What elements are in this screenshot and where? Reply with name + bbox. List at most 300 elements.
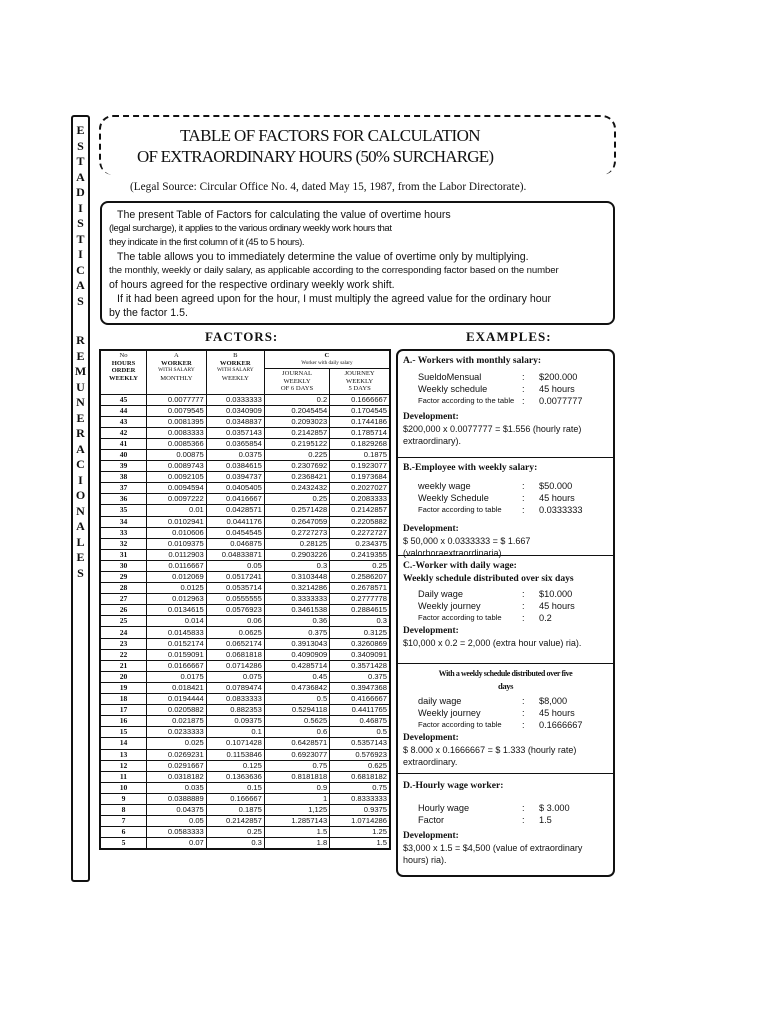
hours-cell: 19 <box>100 682 147 693</box>
example-row <box>418 492 613 504</box>
hours-cell: 25 <box>100 616 147 627</box>
header-text: ORDER <box>111 367 136 374</box>
example-d-title: D.-Hourly wage worker: <box>403 780 504 791</box>
factor-cell: 1.2857143 <box>264 816 329 827</box>
factor-cell: 0.0152174 <box>147 638 207 649</box>
row-colon: : <box>522 613 525 623</box>
hours-cell: 34 <box>100 516 147 527</box>
factor-cell: 0.3409091 <box>330 649 390 660</box>
header-text: No <box>119 352 128 359</box>
intro-paragraph: (legal surcharge), it applies to the various ordinary weekly work hours that <box>109 223 392 234</box>
factor-cell: 0.010606 <box>147 527 207 538</box>
factor-cell: 0.166667 <box>206 793 264 804</box>
factor-cell: 0.0357143 <box>206 427 264 438</box>
example-c-subtitle: Weekly schedule distributed over six days <box>403 573 574 584</box>
header-text: A <box>174 352 179 359</box>
table-row <box>100 716 390 727</box>
table-row <box>100 549 390 560</box>
hours-cell: 16 <box>100 716 147 727</box>
factor-cell: 0.0625 <box>206 627 264 638</box>
factor-cell: 0.0583333 <box>147 827 207 838</box>
row-value: $8,000 <box>539 696 568 706</box>
header-text: 5 DAYS <box>348 385 371 392</box>
header-b <box>206 350 264 394</box>
table-row <box>100 727 390 738</box>
header-text: WORKER <box>219 359 251 367</box>
factor-cell: 0.0233333 <box>147 727 207 738</box>
table-row <box>100 804 390 815</box>
factor-cell: 0.0576923 <box>206 605 264 616</box>
row-colon: : <box>522 505 525 515</box>
factor-cell: 0.09375 <box>206 716 264 727</box>
row-colon: : <box>522 815 525 825</box>
factor-cell: 0.4285714 <box>264 660 329 671</box>
table-row <box>100 583 390 594</box>
row-label: Factor <box>418 815 445 825</box>
side-letter: C <box>76 457 85 471</box>
side-letter: T <box>76 231 85 246</box>
row-label: Weekly Schedule <box>418 493 489 503</box>
side-letter: M <box>74 364 87 378</box>
row-colon: : <box>522 481 525 491</box>
side-vertical-label <box>71 115 90 882</box>
header-c2 <box>330 369 390 395</box>
table-row <box>100 527 390 538</box>
table-row <box>100 782 390 793</box>
factor-cell: 0.0194444 <box>147 694 207 705</box>
header-c1 <box>264 369 329 395</box>
factor-cell: 0.021875 <box>147 716 207 727</box>
side-letter: S <box>77 565 84 580</box>
factor-cell: 0.0441176 <box>206 516 264 527</box>
factor-cell: 0.1973684 <box>330 472 390 483</box>
factor-cell: 0.3125 <box>330 627 390 638</box>
row-colon: : <box>522 696 525 706</box>
header-hours <box>100 350 147 394</box>
factor-cell: 0.0089743 <box>147 461 207 472</box>
factor-cell: 0.25 <box>330 560 390 571</box>
factor-cell: 0.0454545 <box>206 527 264 538</box>
table-row <box>100 660 390 671</box>
factor-cell: 0.4166667 <box>330 694 390 705</box>
factor-cell: 0.2027027 <box>330 483 390 494</box>
factor-cell: 0.25 <box>264 494 329 505</box>
factor-cell: 0.0405405 <box>206 483 264 494</box>
factor-cell: 0.3 <box>330 616 390 627</box>
factor-cell: 0.0166667 <box>147 660 207 671</box>
example-c2-subtitle: days <box>497 681 514 691</box>
side-letter: A <box>76 441 85 456</box>
table-row <box>100 538 390 549</box>
factor-cell: 0.0517241 <box>206 572 264 583</box>
factor-cell: 0.2419355 <box>330 549 390 560</box>
row-value: 0.2 <box>539 613 552 623</box>
factor-cell: 0.2307692 <box>264 461 329 472</box>
factor-cell: 0.05 <box>147 816 207 827</box>
example-c2-grid <box>418 695 613 731</box>
table-row <box>100 461 390 472</box>
factor-cell: 0.2903226 <box>264 549 329 560</box>
table-row <box>100 793 390 804</box>
hours-cell: 35 <box>100 505 147 516</box>
side-letter: D <box>76 185 85 199</box>
intro-paragraph: The table allows you to immediately determine the value of overtime only by multiplying. <box>117 251 529 263</box>
row-value: 0.1666667 <box>539 720 583 730</box>
row-value: 0.0333333 <box>539 505 583 515</box>
factor-cell: 0.06 <box>206 616 264 627</box>
side-letter: O <box>75 488 86 502</box>
table-row <box>100 638 390 649</box>
hours-cell: 6 <box>100 827 147 838</box>
factor-cell: 0.1153846 <box>206 749 264 760</box>
factor-cell: 0.014 <box>147 616 207 627</box>
factor-cell: 0.0388889 <box>147 793 207 804</box>
side-letter: S <box>77 138 84 153</box>
header-text: WEEKLY <box>283 377 311 385</box>
factor-cell: 0.2093023 <box>264 416 329 427</box>
factor-cell: 0.2777778 <box>330 594 390 605</box>
factor-cell: 0.46875 <box>330 716 390 727</box>
factor-cell: 1.25 <box>330 827 390 838</box>
hours-cell: 26 <box>100 605 147 616</box>
hours-cell: 5 <box>100 838 147 850</box>
factor-cell: 0.07 <box>147 838 207 850</box>
example-a-grid <box>418 371 613 407</box>
table-row <box>100 594 390 605</box>
example-row <box>418 383 613 395</box>
table-row <box>100 816 390 827</box>
factor-cell: 0.576923 <box>330 749 390 760</box>
table-row <box>100 516 390 527</box>
factor-cell: 0.0109375 <box>147 538 207 549</box>
example-row <box>418 588 613 600</box>
factor-cell: 0.0428571 <box>206 505 264 516</box>
factor-cell: 0.0112903 <box>147 549 207 560</box>
factor-cell: 0.5357143 <box>330 738 390 749</box>
example-b-title: B.-Employee with weekly salary: <box>403 462 538 473</box>
table-row <box>100 505 390 516</box>
side-letter: C <box>76 262 85 277</box>
development-heading: Development: <box>403 412 459 422</box>
factor-cell: 0.04833871 <box>206 549 264 560</box>
factor-cell: 0.1071428 <box>206 738 264 749</box>
factor-cell: 0.5 <box>330 727 390 738</box>
factor-cell: 0.0833333 <box>206 694 264 705</box>
hours-cell: 7 <box>100 816 147 827</box>
side-letter: U <box>76 379 85 394</box>
factor-cell: 0.6428571 <box>264 738 329 749</box>
factor-table <box>99 349 391 850</box>
example-c <box>398 555 613 664</box>
intro-paragraph: of hours agreed for the respective ordinary weekly work shift. <box>109 279 395 291</box>
factor-cell: 0.1829268 <box>330 438 390 449</box>
factor-cell: 0.0092105 <box>147 472 207 483</box>
row-label: Factor according to table <box>418 720 502 729</box>
hours-cell: 37 <box>100 483 147 494</box>
factor-cell: 0.9 <box>264 782 329 793</box>
factor-cell: 0.046875 <box>206 538 264 549</box>
table-row <box>100 449 390 460</box>
factor-cell: 0.0125 <box>147 583 207 594</box>
factor-cell: 0.1 <box>206 727 264 738</box>
table-row <box>100 438 390 449</box>
header-text: WORKER <box>161 359 192 367</box>
development-heading: Development: <box>403 626 459 636</box>
examples-panel <box>396 349 615 877</box>
side-letter: S <box>77 216 84 230</box>
factor-cell: 0.0079545 <box>147 405 207 416</box>
row-label: Weekly journey <box>418 708 481 718</box>
hours-cell: 39 <box>100 461 147 472</box>
factor-cell: 0.25 <box>206 827 264 838</box>
table-row <box>100 494 390 505</box>
header-text: WITH SALARY <box>158 367 195 373</box>
header-text: JOURNAL <box>282 370 313 377</box>
row-colon: : <box>522 384 525 394</box>
factor-cell: 0.012069 <box>147 572 207 583</box>
header-text: Worker with daily salary <box>301 359 353 366</box>
factor-cell: 0.2272727 <box>330 527 390 538</box>
table-row <box>100 616 390 627</box>
header-text: HOURS <box>111 359 136 367</box>
factor-cell: 0.375 <box>264 627 329 638</box>
row-label: Factor according to table <box>418 505 502 514</box>
hours-cell: 9 <box>100 793 147 804</box>
factor-cell: 1,125 <box>264 804 329 815</box>
side-letter: N <box>76 503 85 518</box>
factor-cell: 0.234375 <box>330 538 390 549</box>
factor-cell: 0.0291667 <box>147 760 207 771</box>
hours-cell: 28 <box>100 583 147 594</box>
intro-paragraph: by the factor 1.5. <box>109 307 188 319</box>
factor-cell: 0.1744186 <box>330 416 390 427</box>
example-row <box>418 504 613 516</box>
example-row <box>418 600 613 612</box>
page-title-line-2: OF EXTRAORDINARY HOURS (50% SURCHARGE) <box>137 147 494 166</box>
factor-cell: 0.6818182 <box>330 771 390 782</box>
factor-cell: 0.75 <box>330 782 390 793</box>
factor-cell: 0.5 <box>264 694 329 705</box>
factor-cell: 0.0085366 <box>147 438 207 449</box>
row-value: $10.000 <box>539 589 573 599</box>
intro-box <box>100 201 615 325</box>
factor-cell: 0.9375 <box>330 804 390 815</box>
side-letter: A <box>76 169 85 184</box>
factor-cell: 0.2884615 <box>330 605 390 616</box>
factor-cell: 0.0375 <box>206 449 264 460</box>
header-text: JOURNEY <box>344 370 375 377</box>
hours-cell: 11 <box>100 771 147 782</box>
hours-cell: 40 <box>100 449 147 460</box>
row-value: 45 hours <box>539 708 575 718</box>
example-row <box>418 707 613 719</box>
table-row <box>100 771 390 782</box>
hours-cell: 8 <box>100 804 147 815</box>
side-letter: N <box>76 395 85 409</box>
row-value: 45 hours <box>539 493 575 503</box>
factor-cell: 0.5625 <box>264 716 329 727</box>
row-label: daily wage <box>418 696 462 706</box>
header-c <box>264 350 390 369</box>
factor-cell: 0.0340909 <box>206 405 264 416</box>
header-text: WEEKLY <box>221 374 249 382</box>
side-letter: L <box>76 534 85 549</box>
hours-cell: 43 <box>100 416 147 427</box>
development-text: $3,000 x 1.5 = $4,500 (value of extraordinary hours) ria). <box>403 843 583 865</box>
side-letters <box>73 123 88 581</box>
factor-cell: 0.375 <box>330 671 390 682</box>
factor-cell: 0.3333333 <box>264 594 329 605</box>
hours-cell: 36 <box>100 494 147 505</box>
factor-cell: 0.8333333 <box>330 793 390 804</box>
header-text: OF 6 DAYS <box>280 385 314 392</box>
factor-cell: 0.1704545 <box>330 405 390 416</box>
row-label: Weekly journey <box>418 601 481 611</box>
side-letter: E <box>76 550 85 564</box>
factor-cell: 0.0175 <box>147 671 207 682</box>
example-row <box>418 395 613 407</box>
table-row <box>100 649 390 660</box>
factor-cell: 0.1923077 <box>330 461 390 472</box>
factor-cell: 0.4090909 <box>264 649 329 660</box>
row-value: 0.0077777 <box>539 396 583 406</box>
row-label: Daily wage <box>418 589 463 599</box>
side-letter: A <box>76 278 85 292</box>
development-heading: Development: <box>403 831 459 841</box>
development-heading: Development: <box>403 733 459 743</box>
examples-heading: EXAMPLES: <box>466 329 552 344</box>
header-text: C <box>324 352 330 359</box>
factor-cell: 0.15 <box>206 782 264 793</box>
factor-cell: 0.0555555 <box>206 594 264 605</box>
factor-cell: 0.225 <box>264 449 329 460</box>
factor-cell: 0.2678571 <box>330 583 390 594</box>
factor-cell: 0.0097222 <box>147 494 207 505</box>
hours-cell: 41 <box>100 438 147 449</box>
factor-cell: 0.0318182 <box>147 771 207 782</box>
table-row <box>100 694 390 705</box>
factor-cell: 0.3571428 <box>330 660 390 671</box>
factors-heading: FACTORS: <box>205 329 279 344</box>
hours-cell: 45 <box>100 394 147 405</box>
factor-cell: 0.0145833 <box>147 627 207 638</box>
example-d <box>398 773 613 877</box>
factor-cell: 0.3913043 <box>264 638 329 649</box>
factor-cell: 0.012963 <box>147 594 207 605</box>
intro-paragraph: If it had been agreed upon for the hour, I must multiply the agreed value for the ordinary hour <box>117 293 552 305</box>
row-colon: : <box>522 372 525 382</box>
hours-cell: 23 <box>100 638 147 649</box>
row-value: 45 hours <box>539 601 575 611</box>
side-letter: R <box>76 333 85 347</box>
table-row <box>100 627 390 638</box>
example-row <box>418 480 613 492</box>
factor-cell: 0.0083333 <box>147 427 207 438</box>
table-row <box>100 738 390 749</box>
factor-cell: 0.6 <box>264 727 329 738</box>
factor-cell: 0.3214286 <box>264 583 329 594</box>
factor-cell: 0.2045454 <box>264 405 329 416</box>
hours-cell: 21 <box>100 660 147 671</box>
example-row <box>418 695 613 707</box>
intro-paragraph: The present Table of Factors for calculating the value of overtime hours <box>117 209 451 221</box>
factor-cell: 0.01 <box>147 505 207 516</box>
example-row <box>418 612 613 624</box>
factor-cell: 0.04375 <box>147 804 207 815</box>
page-title-line-1: TABLE OF FACTORS FOR CALCULATION <box>180 126 480 145</box>
factor-cell: 0.2205882 <box>330 516 390 527</box>
hours-cell: 31 <box>100 549 147 560</box>
example-row <box>418 814 613 826</box>
table-row <box>100 427 390 438</box>
intro-paragraph: the monthly, weekly or daily salary, as applicable according to the corresponding factor based on the number <box>109 265 559 276</box>
hours-cell: 18 <box>100 694 147 705</box>
hours-cell: 27 <box>100 594 147 605</box>
factor-cell: 0.45 <box>264 671 329 682</box>
side-letter: E <box>76 123 85 137</box>
factor-cell: 0.2647059 <box>264 516 329 527</box>
example-row <box>418 802 613 814</box>
factor-cell: 0.3103448 <box>264 572 329 583</box>
factor-cell: 0.05 <box>206 560 264 571</box>
factor-cell: 1 <box>264 793 329 804</box>
row-colon: : <box>522 396 525 406</box>
intro-paragraph: they indicate in the first column of it (45 to 5 hours). <box>109 237 305 248</box>
table-row <box>100 405 390 416</box>
header-text: WEEKLY <box>108 374 139 382</box>
factor-cell: 0.625 <box>330 760 390 771</box>
hours-cell: 44 <box>100 405 147 416</box>
factor-cell: 0.0081395 <box>147 416 207 427</box>
factor-cell: 0.28125 <box>264 538 329 549</box>
side-letter: E <box>76 410 85 425</box>
example-row <box>418 719 613 731</box>
development-text: $200,000 x 0.0077777 = $1.556 (hourly rate) extraordinary). <box>403 424 582 446</box>
factor-cell: 0.0789474 <box>206 682 264 693</box>
factor-cell: 0.2 <box>264 394 329 405</box>
row-colon: : <box>522 720 525 730</box>
hours-cell: 33 <box>100 527 147 538</box>
row-value: $200.000 <box>539 372 578 382</box>
development-text: $10,000 x 0.2 = 2,000 (extra hour value) ria). <box>403 638 582 648</box>
hours-cell: 29 <box>100 572 147 583</box>
factor-cell: 0.2727273 <box>264 527 329 538</box>
factor-cell: 0.3 <box>206 838 264 850</box>
side-letter: E <box>76 348 85 363</box>
hours-cell: 42 <box>100 427 147 438</box>
side-letter: I <box>78 247 83 261</box>
side-letter: S <box>77 293 84 308</box>
factor-cell: 0.1666667 <box>330 394 390 405</box>
side-letter: R <box>76 426 85 440</box>
header-a <box>147 350 207 394</box>
table-row <box>100 838 390 850</box>
table-row <box>100 749 390 760</box>
table-row <box>100 394 390 405</box>
row-colon: : <box>522 708 525 718</box>
table-row <box>100 560 390 571</box>
factor-cell: 0.2586207 <box>330 572 390 583</box>
row-label: Factor according to the table <box>418 396 515 405</box>
factor-cell: 0.00875 <box>147 449 207 460</box>
row-colon: : <box>522 493 525 503</box>
factor-cell: 0.882353 <box>206 705 264 716</box>
factor-cell: 0.0333333 <box>206 394 264 405</box>
hours-cell: 32 <box>100 538 147 549</box>
factor-cell: 0.0077777 <box>147 394 207 405</box>
row-label: SueldoMensual <box>418 372 482 382</box>
hours-cell: 24 <box>100 627 147 638</box>
